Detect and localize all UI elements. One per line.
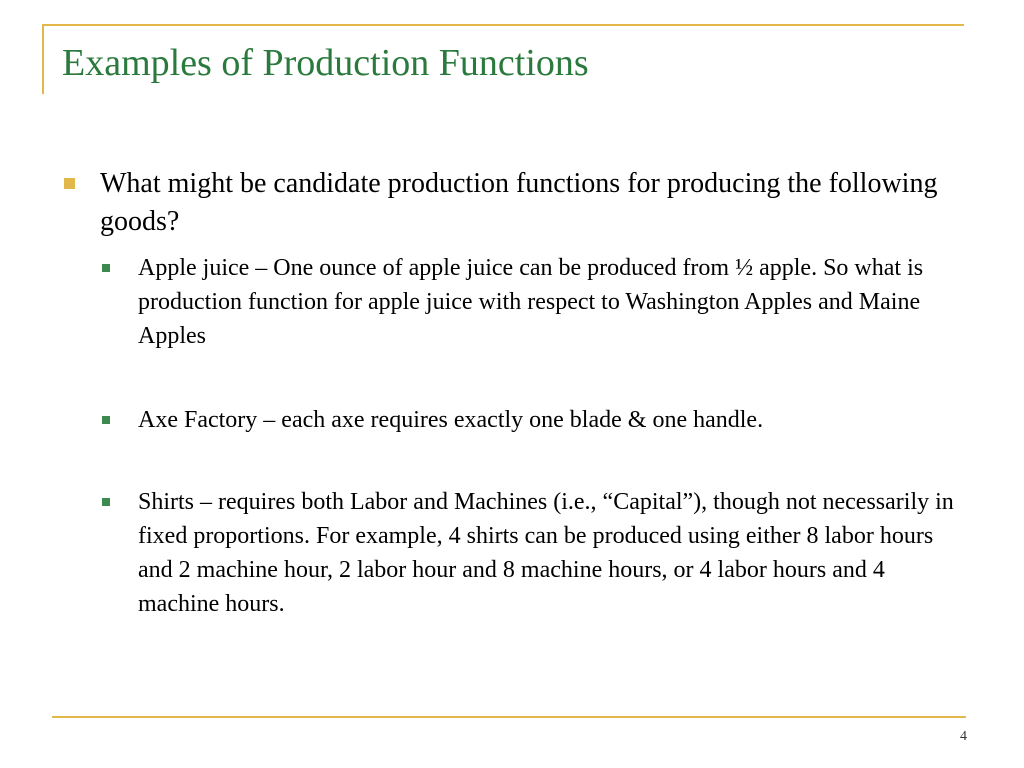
- square-bullet-icon: [64, 178, 75, 189]
- slide-body: [62, 165, 962, 621]
- sub-bullet-text: Shirts – requires both Labor and Machines (i.e., “Capital”), though not necessarily in fixed proportions. For example, 4 shirts can be produced using either 8 labor hours and 2 machine hour, 2 labor hour and 8 machine hours, or 4 labor hours and 4 machine hours.: [138, 489, 954, 617]
- title-top-rule: [42, 24, 964, 26]
- square-bullet-icon: [102, 498, 110, 506]
- main-bullet: [62, 165, 962, 241]
- main-bullet-text: What might be candidate production functions for producing the following goods?: [100, 168, 938, 237]
- footer-rule: [52, 716, 966, 718]
- slide-title: Examples of Production Functions: [62, 42, 589, 84]
- sub-bullet-text: Apple juice – One ounce of apple juice can be produced from ½ apple. So what is production function for apple juice with respect to Washington Apples and Maine Apples: [138, 255, 924, 349]
- sub-bullet-shirts: [62, 485, 962, 621]
- sub-bullet-text: Axe Factory – each axe requires exactly one blade & one handle.: [138, 407, 764, 433]
- page-number: 4: [960, 729, 967, 744]
- sub-bullet-list: [62, 251, 962, 621]
- sub-bullet-axe-factory: [62, 403, 962, 437]
- square-bullet-icon: [102, 416, 110, 424]
- title-left-rule: [42, 24, 44, 94]
- square-bullet-icon: [102, 264, 110, 272]
- sub-bullet-apple-juice: [62, 251, 962, 353]
